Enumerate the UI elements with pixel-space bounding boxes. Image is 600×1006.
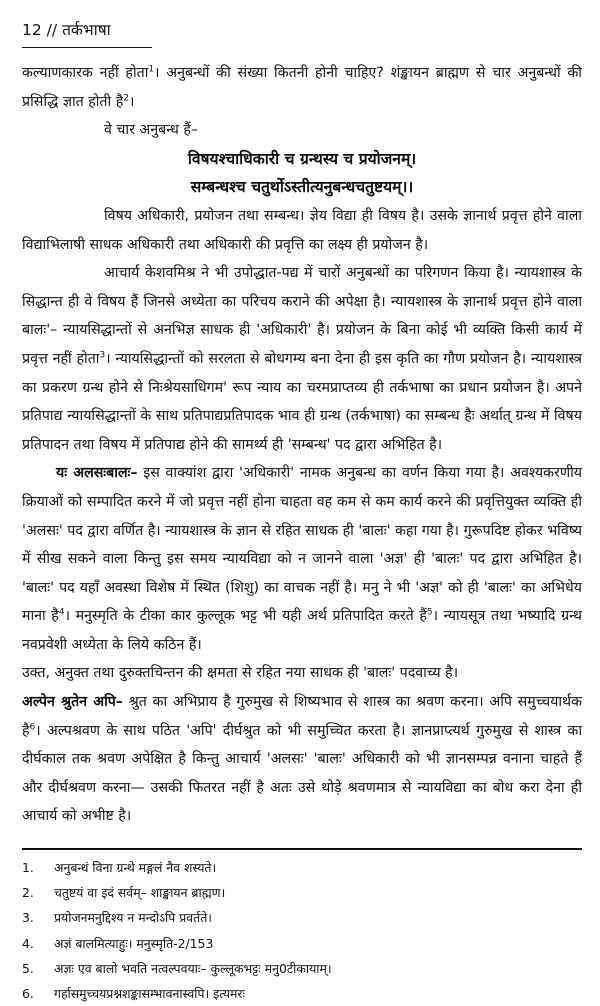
paragraph-5: यः अलसःबालः– इस वाक्यांश द्वारा 'अधिकारी' नामक अनुबन्ध का वर्णन किया गया है। अवश्यकरणीय क्रियाओं को सम्पादित करने में जो प्रवृत्त नहीं होना चाहता वह कम से कम कार्य करने की प्रवृत्तियुक्त व्यक्ति ही 'अलसः' पद द्वारा वर्णित है। न्यायशास्त्र के ज्ञान से रहित साधक ही 'बालः' कहा गया है। गुरूपदिष्ट होकर भविष्य में सीख सकने वाला किन्तु इस समय न्यायविद्या को न जानने वाला 'अज्ञ' ही 'बालः' पद द्वारा अभिहित है। 'बालः' पद यहाँ अवस्था विशेष में स्थित (शिशु) का वाचक नहीं है। मनु ने भी 'अज्ञ' को ही 'बालः' का अभिधेय माना है$^4$। मनुस्मृति के टीका कार कुल्लूक भट्ट भी यही अर्थ प्रतिपादित करते हैं$^5$। न्यायसूत्र तथा भष्यादि ग्रन्थ नवप्रवेशी अध्येता के लिये कठिन हैं। bbox=[22, 465, 582, 653]
footnote-ref-2: 2 bbox=[123, 92, 129, 103]
footnote-ref-1: 1 bbox=[148, 64, 155, 75]
paragraph-7: अल्पेन श्रुतेन अपि– श्रुत का अभिप्राय है गुरुमुख से शिष्यभाव से शास्त्र का श्रवण करना। अपि समुच्चयार्थक है$^6$। अल्पश्रवण के साथ पठित 'अपि' दीर्घश्रुत को भी समुच्चित करता है। ज्ञानप्राप्त्यर्थ गुरुमुख से शास्त्र का दीर्घकाल तक श्रवण अपेक्षित है किन्तु आचार्य 'अलसः' 'बालः' अधिकारी को भी ज्ञानसम्पन्न वनाना चाहते हैं और दीर्घश्रवण करना— उसकी फितरत नहीं है अतः उसे थोड़े श्रवणमात्र से न्यायविद्या का बोध करा देना ही आचार्य को अभीष्ट है। bbox=[22, 694, 582, 825]
footnote: 4. अज्ञं बालमित्याहुः। मनुस्मृति-2/153 bbox=[22, 935, 214, 951]
footnote-ref-3: 3 bbox=[99, 350, 106, 361]
running-header bbox=[22, 20, 111, 40]
paragraph-3: विषय अधिकारी, प्रयोजन तथा सम्बन्ध। ज्ञेय विद्या ही विषय है। उसके ज्ञानार्थ प्रवृत्त होने वाला विद्याभिलाषी साधक अधिकारी तथा अधिकारी की प्रवृत्ति का लक्ष्य ही प्रयोजन है। bbox=[22, 207, 582, 253]
paragraph-1: कल्याणकारक नहीं होता$^1$। अनुबन्धों की संख्या कितनी होनी चाहिए? शंङ्खायन ब्राह्मण से चार अनुबन्धों की प्रसिद्धि ज्ञात होती है$^2$। bbox=[22, 64, 582, 110]
paragraph-4: आचार्य केशवमिश्र ने भी उपोद्धात-पद्य में चारों अनुबन्धों का परिगणन किया है। न्यायशास्त्र के सिद्धान्त ही वे विषय हैं जिनसे अध्येता का परिचय कराने की अपेक्षा है। न्यायशास्त्र के ज्ञानार्थ प्रवृत्त होने वाला बालः'– न्यायसिद्धान्तों से अनभिज्ञ साधक ही 'अधिकारी' है। प्रयोजन के बिना कोई भी व्यक्ति किसी कार्य में प्रवृत्त नहीं होता$^3$। न्यायसिद्धान्तों को सरलता से बोधगम्य बना देना ही इस कृति का गौण प्रयोजन है। न्यायशास्त्र का प्रकरण ग्रन्थ होने से निःश्रेयसाधिगम' रूप न्याय का चरमप्राप्तव्य ही तर्कभाषा का प्रधान प्रयोजन है। अपने प्रतिपाद्य न्यायसिद्धान्तों के साथ प्रतिपाद्यप्रतिपादक भाव ही ग्रन्थ (तर्कभाषा) का सम्बन्ध हैः अर्थात् ग्रन्थ में विषय प्रतिपादन तथा विषय में प्रतिपाद्य होने की सामर्थ्य ही 'सम्बन्ध' पद द्वारा अभिहित है। bbox=[22, 265, 582, 453]
header-rule bbox=[22, 47, 152, 48]
footnote: 3. प्रयोजनमनुद्दिश्य न मन्दोऽपि प्रवर्तते। bbox=[22, 910, 212, 926]
footnotes bbox=[22, 855, 582, 1006]
paragraph-2: वे चार अनुबन्ध हैं– bbox=[104, 122, 199, 139]
keyword-alpena-shrutena: अल्पेन श्रुतेन अपि– bbox=[22, 694, 123, 711]
paragraph-6: उक्त, अनुक्त तथा दुरुक्तचिन्तन की क्षमता से रहित नया साधक ही 'बालः' पदवाच्य है। bbox=[22, 665, 459, 682]
footnote: 2. चतुष्टयं वा इदं सर्वम्– शाङ्खायन ब्राह्मण। bbox=[22, 885, 226, 901]
verse-line-2: सम्बन्धश्च चतुर्थोऽस्तीत्यनुबन्धचतुष्टयम्।। bbox=[190, 178, 414, 197]
page-number: 12 bbox=[22, 21, 42, 39]
footnote: 1. अनुबन्धं विना ग्रन्थे मङ्गलं नैव शस्यते। bbox=[22, 860, 217, 875]
footnote-ref-6: 6 bbox=[29, 721, 36, 732]
footnote-rule bbox=[22, 848, 582, 850]
keyword-alasah-balah: यः अलसःबालः– bbox=[56, 465, 138, 482]
footnote: 5. अज्ञः एव बालो भवति नत्वल्पवयाः– कुल्लूकभट्टः मनु0टीकायाम्। bbox=[22, 960, 332, 976]
main-text bbox=[22, 59, 582, 831]
footnote: 6. गर्हासमुच्चयप्रश्नशङ्कासम्भावनास्वपि। इत्यमरः bbox=[22, 986, 245, 1002]
header-separator: // bbox=[46, 21, 58, 39]
verse-line-1: विषयश्चाधिकारी च ग्रन्थस्य च प्रयोजनम्। bbox=[187, 149, 417, 168]
book-title: तर्कभाषा bbox=[62, 21, 111, 39]
footnote-ref-4: 4 bbox=[58, 607, 65, 618]
footnote-ref-5: 5 bbox=[426, 607, 433, 618]
